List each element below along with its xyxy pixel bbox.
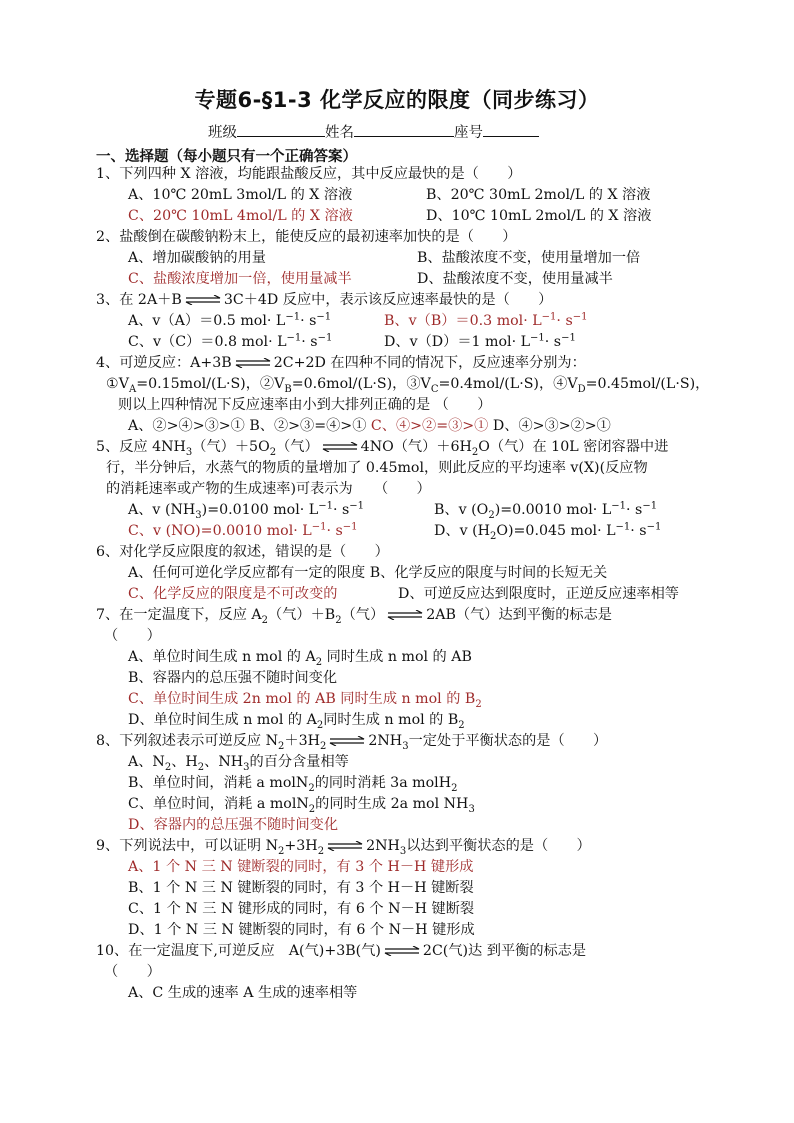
- q3-option-c: C、v（C）＝0.8 $mol\cdot L^{-1}\cdot s^{-1}$: [128, 332, 333, 350]
- q5-option-c: C、v (NO)=0.0010 $mol\cdot L^{-1}\cdot s^{-1}$: [128, 521, 358, 539]
- name-blank[interactable]: [354, 122, 454, 137]
- q10-paren: （ ）: [104, 964, 161, 980]
- q6-option-c: C、化学反应的限度是不可改变的: [128, 586, 338, 602]
- q9-option-c: C、1 个 N 三 N 键形成的同时，有 6 个 N－H 键断裂: [128, 901, 475, 917]
- q5-option-a: A、v $(NH_3)=0.0100$ $mol\cdot L^{-1}\cdot s^{-1}$: [128, 500, 365, 521]
- q7-option-d: D、单位时间生成 n mol 的 $A_2$同时生成 n mol 的 $B_2$: [128, 712, 465, 731]
- q4-option-c: C、④>②=③>①: [370, 418, 489, 434]
- q5-option-b: B、v $(O_2)=0.0010$ $mol\cdot L^{-1}\cdot s^{-1}$: [434, 500, 658, 521]
- student-info-line: [208, 121, 539, 142]
- class-label: 班级: [208, 125, 237, 141]
- q4-stem-line3: 则以上四种情况下反应速率由小到大排列正确的是 （ ）: [118, 397, 492, 413]
- class-blank[interactable]: [237, 122, 325, 137]
- q5-option-d: D、v $(H_2O)=0.045$ $mol\cdot L^{-1}\cdot s^{-1}$: [434, 521, 662, 542]
- equilibrium-arrow-icon: [329, 736, 365, 746]
- equilibrium-arrow-icon: [387, 610, 423, 620]
- q1-option-a: A、10℃ 20mL 3mol/L 的 X 溶液: [128, 187, 353, 203]
- q4-option-d: D、④>③>②>①: [492, 418, 611, 434]
- q8-option-b: B、单位时间，消耗 a molN$_2$的同时消耗 3a molH$_2$: [128, 775, 458, 794]
- q5-stem-line3: 的消耗速率或产物的生成速率)可表示为 （ ）: [106, 481, 431, 497]
- q3-option-d: D、v（D）＝1 $mol\cdot L^{-1}\cdot s^{-1}$: [384, 332, 576, 350]
- q6-option-d: D、可逆反应达到限度时，正逆反应速率相等: [398, 586, 679, 602]
- q7-paren: （ ）: [104, 628, 161, 644]
- q2-option-b: B、盐酸浓度不变，使用量增加一倍: [417, 250, 641, 266]
- equilibrium-arrow-icon: [322, 442, 358, 452]
- q9-stem: 9、下列说法中，可以证明 $N_2+3H_2$ $2NH_3$以达到平衡状态的是（ ）: [96, 838, 591, 857]
- q4-stem: 4、可逆反应：A+3B 2C+2D 在四种不同的情况下，反应速率分别为：: [96, 355, 586, 371]
- q9-option-d: D、1 个 N 三 N 键断裂的同时，有 6 个 N－H 键形成: [128, 922, 475, 938]
- q10-option-a: A、C 生成的速率 A 生成的速率相等: [128, 985, 358, 1001]
- q2-option-a: A、增加碳酸钠的用量: [128, 250, 266, 266]
- q8-option-d: D、容器内的总压强不随时间变化: [128, 817, 339, 833]
- q6-stem: 6、对化学反应限度的叙述，错误的是（ ）: [96, 544, 389, 560]
- q1-option-d: D、10℃ 10mL 2mol/L 的 X 溶液: [426, 208, 652, 224]
- q7-option-b: B、容器内的总压强不随时间变化: [128, 670, 338, 686]
- q7-option-c: C、单位时间生成 2n mol 的 AB 同时生成 n mol 的 $B_2$: [128, 691, 482, 710]
- equilibrium-arrow-icon: [185, 295, 221, 305]
- q7-option-a: A、单位时间生成 n mol 的 $A_2$ 同时生成 n mol 的 AB: [128, 649, 472, 668]
- q1-option-c: C、20℃ 10mL 4mol/L 的 X 溶液: [128, 208, 353, 224]
- q8-stem: 8、下列叙述表示可逆反应 $N_2+3H_2$ $2NH_3$一定处于平衡状态的是（ ）: [96, 733, 608, 752]
- seat-blank[interactable]: [483, 122, 539, 137]
- q1-stem: 1、下列四种 X 溶液，均能跟盐酸反应，其中反应最快的是（ ）: [96, 166, 522, 182]
- q6-option-ab: A、任何可逆化学反应都有一定的限度 B、化学反应的限度与时间的长短无关: [128, 565, 608, 581]
- page-title: 专题6-§1-3 化学反应的限度（同步练习）: [194, 88, 600, 112]
- q2-stem: 2、盐酸倒在碳酸钠粉末上，能使反应的最初速率加快的是（ ）: [96, 229, 517, 245]
- q3-stem-part2: 3C＋4D 反应中，表示该反应速率最快的是（ ）: [223, 292, 553, 308]
- q3-option-b: B、v（B）＝0.3 $mol\cdot L^{-1}\cdot s^{-1}$: [384, 311, 588, 329]
- q9-option-a: A、1 个 N 三 N 键断裂的同时，有 3 个 H－H 键形成: [128, 859, 474, 875]
- q5-stem-line2: 行，半分钟后，水蒸气的物质的量增加了 0.45mol，则此反应的平均速率 v(X)(反应物: [106, 460, 648, 476]
- q2-option-c: C、盐酸浓度增加一倍，使用量减半: [128, 271, 352, 287]
- q8-option-a: A、$N_2$、$H_2$、$NH_3$的百分含量相等: [128, 754, 349, 773]
- equilibrium-arrow-icon: [384, 946, 420, 956]
- q7-stem: 7、在一定温度下，反应 $A_2$（气）$+B_2$（气） 2AB（气）达到平衡的标志是: [96, 607, 612, 626]
- q1-option-b: B、20℃ 30mL 2mol/L 的 X 溶液: [426, 187, 651, 203]
- q5-stem: 5、反应 $4NH_3$（气）$+5O_2$（气） 4NO（气）$+6H_2O$（气）在 10L 密闭容器中进: [96, 439, 669, 458]
- q2-option-d: D、盐酸浓度不变，使用量减半: [417, 271, 613, 287]
- seat-label: 座号: [454, 125, 483, 141]
- section-heading: 一、选择题（每小题只有一个正确答案）: [96, 148, 357, 165]
- equilibrium-arrow-icon: [235, 358, 271, 368]
- q3-stem: [96, 291, 552, 310]
- q4-option-ab: A、②>④>③>① B、②>③=④>①: [128, 418, 367, 434]
- equilibrium-arrow-icon: [327, 841, 363, 851]
- q4-options: [128, 417, 611, 436]
- name-label: 姓名: [325, 125, 354, 141]
- q3-option-a: A、v（A）＝0.5 $mol\cdot L^{-1}\cdot s^{-1}$: [128, 311, 332, 329]
- q10-stem: 10、在一定温度下,可逆反应 A(气)+3B(气) 2C(气)达 到平衡的标志是: [96, 943, 587, 959]
- q4-conditions: $①V_A=0.15mol/(L\cdot S)$，$②V_B=0.6mol/(L\cdot S)$，$③V_C=0.4mol/(L\cdot S)$，$④V_D=0.45mol/(L\cdot S)$，: [106, 376, 710, 395]
- q3-stem-part1: 3、在 2A＋B: [96, 292, 182, 308]
- q8-option-c: C、单位时间，消耗 a molN$_2$的同时生成 2a mol $NH_3$: [128, 796, 475, 815]
- q9-option-b: B、1 个 N 三 N 键断裂的同时，有 3 个 H－H 键断裂: [128, 880, 474, 896]
